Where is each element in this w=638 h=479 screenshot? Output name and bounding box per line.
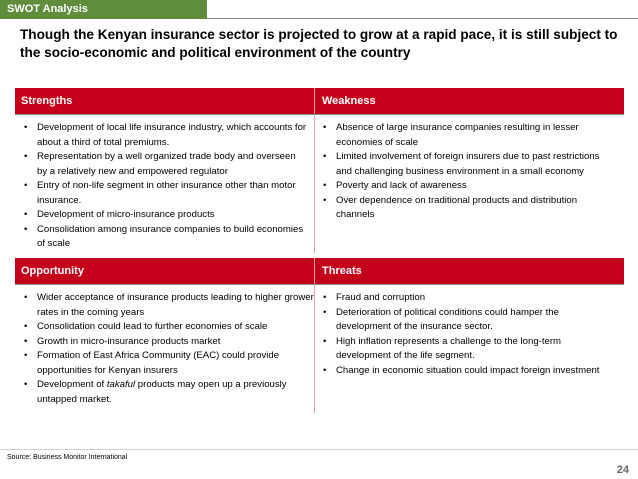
list-item: • Development of local life insurance industry, which accounts for about a third of total premiums.	[24, 122, 307, 148]
column-divider	[314, 285, 315, 413]
list-item: • Development of micro-insurance products	[24, 209, 215, 220]
list-item: • Limited involvement of foreign insurers due to past restrictions and challenging business environment in a small economy	[323, 151, 600, 177]
list-item: • Change in economic situation could impact foreign investment	[323, 364, 600, 376]
list-item: • Representation by a well organized trade body and overseen by a relatively new and empowered regulator	[24, 151, 296, 177]
list-item: • Poverty and lack of awareness	[323, 180, 467, 191]
list-item: • Wider acceptance of insurance products leading to higher grower rates in the coming years	[24, 292, 314, 318]
threats-list	[323, 291, 613, 378]
list-item: • Fraud and corruption	[323, 292, 426, 303]
threats-header: Threats	[314, 258, 624, 284]
list-item: • Deterioration of political conditions could hamper the development of the insurance sector.	[323, 306, 559, 332]
list-item: • High inflation represents a challenge to the long-term development of the life segment.	[323, 335, 562, 361]
opportunity-header: Opportunity	[15, 258, 314, 284]
header-rule	[15, 114, 624, 115]
list-item: • Consolidation among insurance companies to build economies of scale	[24, 223, 304, 249]
list-item: • Growth in micro-insurance products market	[24, 335, 221, 347]
opportunity-list	[24, 291, 314, 407]
strengths-list	[24, 121, 308, 252]
header-rule	[15, 284, 624, 285]
footer-rule	[0, 449, 638, 450]
page-number: 24	[616, 464, 629, 476]
source-note: Source: Business Monitor International	[7, 454, 128, 461]
list-item: • Consolidation could lead to further economies of scale	[24, 321, 268, 332]
list-item: • Entry of non-life segment in other insurance other than motor insurance.	[24, 180, 296, 206]
weakness-list	[323, 121, 613, 223]
top-rule	[207, 18, 638, 19]
list-item: • Over dependence on traditional products and distribution channels	[323, 194, 578, 220]
strengths-header: Strengths	[15, 88, 314, 114]
list-item: • Absence of large insurance companies resulting in lesser economies of scale	[323, 122, 579, 148]
page-title: Though the Kenyan insurance sector is projected to grow at a rapid pace, it is still subject to the socio-economic and political environment of the country	[20, 27, 618, 60]
weakness-header: Weakness	[314, 88, 624, 114]
list-item: • Development of takaful products may open up a previously untapped market.	[24, 379, 287, 405]
column-divider	[314, 115, 315, 253]
list-item: • Formation of East Africa Community (EAC) could provide opportunities for Kenyan insurers	[24, 350, 280, 376]
section-tag: SWOT Analysis	[0, 0, 207, 19]
